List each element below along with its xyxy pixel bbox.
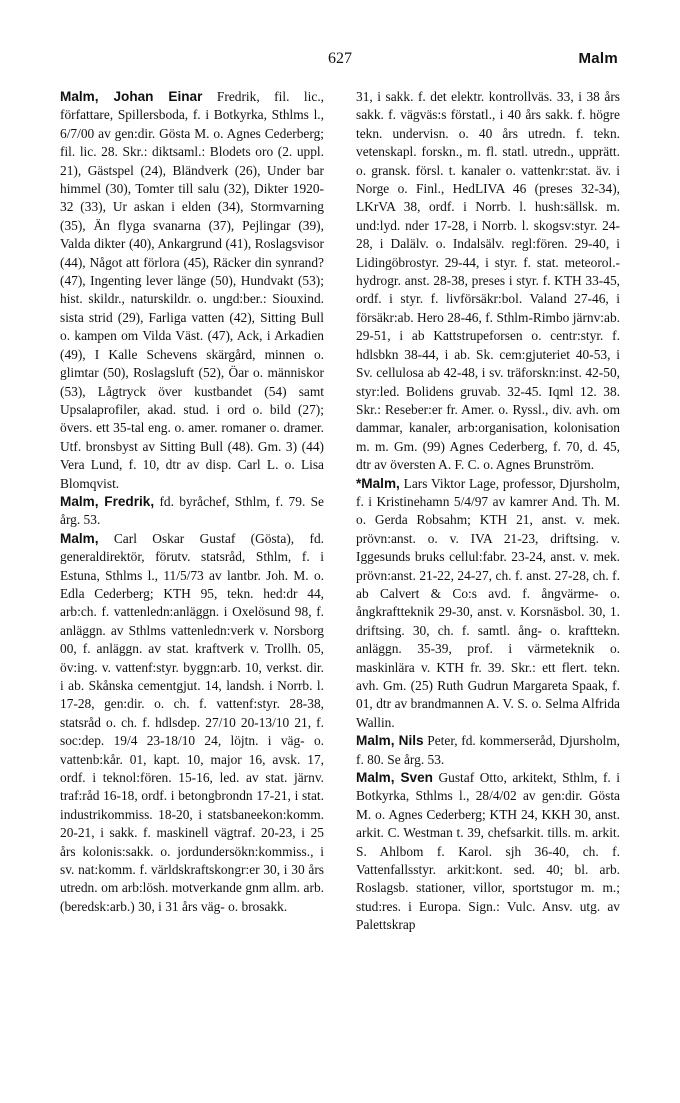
left-column xyxy=(60,88,324,1088)
two-column-body xyxy=(60,88,620,1088)
entry-malm-johan-einar xyxy=(60,88,324,493)
entry-malm-lars-viktor-lage xyxy=(356,475,620,733)
entry-continuation: 31, i sakk. f. det elektr. kontrollväs. 33, i 38 års sakk. f. vägväs:s förstatl., i 40 års sakk. f. högre tekn. undervisn. o. 40 års utredn. f. tekn. vetenskapl. forskn., m. fl. statl. utredn., upprätt. o. gransk. försl. t. kanaler o. vattenkr:stat. äv. i Norge o. Finl., HedLIVA 46 (preses 32-34), LKrVA 38, ordf. i Norrb. l. hush:sällsk. m. und:lyd. nder 17-28, i Norrb. l. skogsv:styr. 24-28, i Dalälv. o. Indalsälv. regl:fören. 29-40, i Lidingöbrostyr. 29-44, i styr. f. stat. meteorol.-hydrogr. anst. 28-38, preses i styr. f. KTH 33-45, ordf. i styr. f. livförsäkr:bol. Valand 27-46, i försäkr:ab. Hero 28-46, f. Sthlm-Rimbo järnv:ab. 29-51, i ab Kattstrupeforsen o. centr:styr. f. hdlsbkn 38-44, i ab. Sk. cem:gjuteriet 40-53, i Sv. cellulosa ab 42-48, i sv. träforskn:inst. 42-50, styr:led. Bolidens gruvab. 32-45. Iqml 12. 38. Skr.: Reseber:er fr. Amer. o. Ryssl., div. avh. om dammar, kanaler, arb:organisation, kolonisation m. m. Gm. (99) Agnes Cederberg, f. 70, d. 45, dtr av översten A. F. C. o. Agnes Brunström. xyxy=(356,89,620,473)
entry-text: Lars Viktor Lage, professor, Djursholm, f. i Kristinehamn 5/4/97 av kamrer And. Th. M. o. Gerda Robsahm; KTH 21, anst. v. mek. prövn:anst. o. v. IVA 21-23, driftsing. v. Iggesunds bruks cellul:fabr. 23-24, anst. v. mek. prövn:anst. 21-22, 24-27, ch. f. anst. 27-28, ch. f. ab Calvert & Co:s avd. f. ångvärme- o. ångkraftteknik 29-30, anst. v. Korsnäsbol. 30, 1. driftsing. 30, ch. f. samtl. ång- o. krafttekn. anläggn. 35-39, prof. i värmeteknik o. maskinlära v. KTH fr. 39. Skr.: ett flert. tekn. avh. Gm. (25) Ruth Gudrun Margareta Spaak, f. 01, dtr av brandmannen A. V. S. o. Selma Alfrida Wallin. xyxy=(356,475,620,730)
entry-malm-nils xyxy=(356,732,620,769)
entry-heading: Malm, xyxy=(60,530,99,546)
page-number: 627 xyxy=(328,50,352,67)
entry-text: Carl Oskar Gustaf (Gösta), fd. generaldirektör, förutv. statsråd, Sthlm, f. i Estuna, Sthlms l., 11/5/73 av lantbr. Joh. M. o. Edla Cederberg; KTH 95, tekn. hed:dr 44, arb:ch. f. vattenledn:anläggn. i Oxelösund 98, f. anläggn. av Sthlms vattenledn:verk v. Norsborg 00, f. anläggn. av stat. kraftverk v. Trollh. 05, öv:ing. v. vattenf:styr. byggn:arb. 10, verkst. dir. i ab. Skånska cementgjut. 14, landsh. i Norrb. l. 17-28, gen:dir. o. ch. f. vattenf:styr. 28-38, statsråd o. ch. f. hdlsdep. 27/10 20-13/10 21, f. soc:dep. 19/4 23-18/10 24, löjtn. i väg- o. vattenb:kår. 01, kapt. 10, major 16, avsk. 17, ordf. i teknol:fören. 15-16, led. av stat. järnv. traf:råd 16-18, ordf. i betongbrondn 17-21, i stat. industrikommiss. 18-20, i statsbaneekon:komm. 20-21, i sakk. f. maskinell vägtraf. 20-23, i 25 års kolonis:sakk. o. jordundersökn:kommiss., i sv. nat:komm. f. världskraftskongr:er 30, i 30 års utredn. om arb:lösh. motverkande gnm allm. arb. (beredsk:arb.) 30, i 31 års väg- o. brosakk. xyxy=(60,530,324,914)
page-header xyxy=(62,50,618,74)
running-head: Malm xyxy=(578,50,618,67)
entry-malm-fredrik xyxy=(60,493,324,530)
entry-heading: Malm, Sven xyxy=(356,770,433,786)
entry-heading: *Malm, xyxy=(356,475,400,491)
entry-text: fd. byråchef, Sthlm, f. 79. Se årg. 53. xyxy=(60,493,324,528)
entry-heading: Malm, Fredrik, xyxy=(60,493,155,509)
entry-text: Fredrik, fil. lic., författare, Spillersboda, f. i Botkyrka, Sthlms l., 6/7/00 av gen:dir. Gösta M. o. Agnes Cederberg; fil. lic. 28. Skr.: diktsaml.: Blodets oro (2. uppl. 21), Gästspel (24), Bländverk (26), Under bar himmel (30), Tomter till salu (32), Dikter 1920-32 (33), Ur askan i elden (34), Stormvarning (35), Än flyga svanarna (37), Pejlingar (39), Valda dikter (40), Ankargrund (41), Roslagsvisor (44), Något att förlora (45), Räcker din synrand? (47), Ingenting lever länge (50), Hundvakt (53); hist. skildr., naturskildr. o. ungd:ber.: Siouxind. sista strid (29), Farliga vatten (42), Sitting Bull o. kampen om Vilda Väst. (47), Ack, i Arkadien (49), I Kalle Schevens skärgård, minnen o. glimtar (50), Roslagsluft (52), Öar o. människor (53), Lågtryck över kustbandet (54) samt Upsalaprofiler, akad. stud. i ord o. bild (27); övers. ett 35-tal eng. o. amer. romaner o. dramer. Utf. bronsbyst av Sitting Bull (48). Gm. 3) (44) Vera Lund, f. 10, dtr av disp. Carl L. o. Lisa Blomqvist. xyxy=(60,89,325,491)
entry-malm-sven xyxy=(356,769,620,935)
entry-heading: Malm, Johan Einar xyxy=(60,89,203,104)
entry-heading: Malm, Nils xyxy=(356,733,424,749)
entry-text: Gustaf Otto, arkitekt, Sthlm, f. i Botkyrka, Sthlms l., 28/4/02 av gen:dir. Gösta M. o. Agnes Cederberg; KTH 24, KKH 30, anst. arkit. C. Westman t. 39, chefsarkit. tills. m. arkit. S. Ahlbom f. Karol. sjh 36-40, ch. f. Vattenfallsstyr. arkit:kont. sed. 40; bl. arb. Roslagsb. stationer, villor, sportstugor m. m.; stud:res. i Europa. Sign.: Vulc. Ansv. utg. av Palettskrap xyxy=(356,770,621,933)
entry-text: Peter, fd. kommerseråd, Djursholm, f. 80. Se årg. 53. xyxy=(356,733,621,767)
right-column xyxy=(356,88,620,1088)
entry-malm-carl-oskar-gustaf xyxy=(60,530,324,917)
